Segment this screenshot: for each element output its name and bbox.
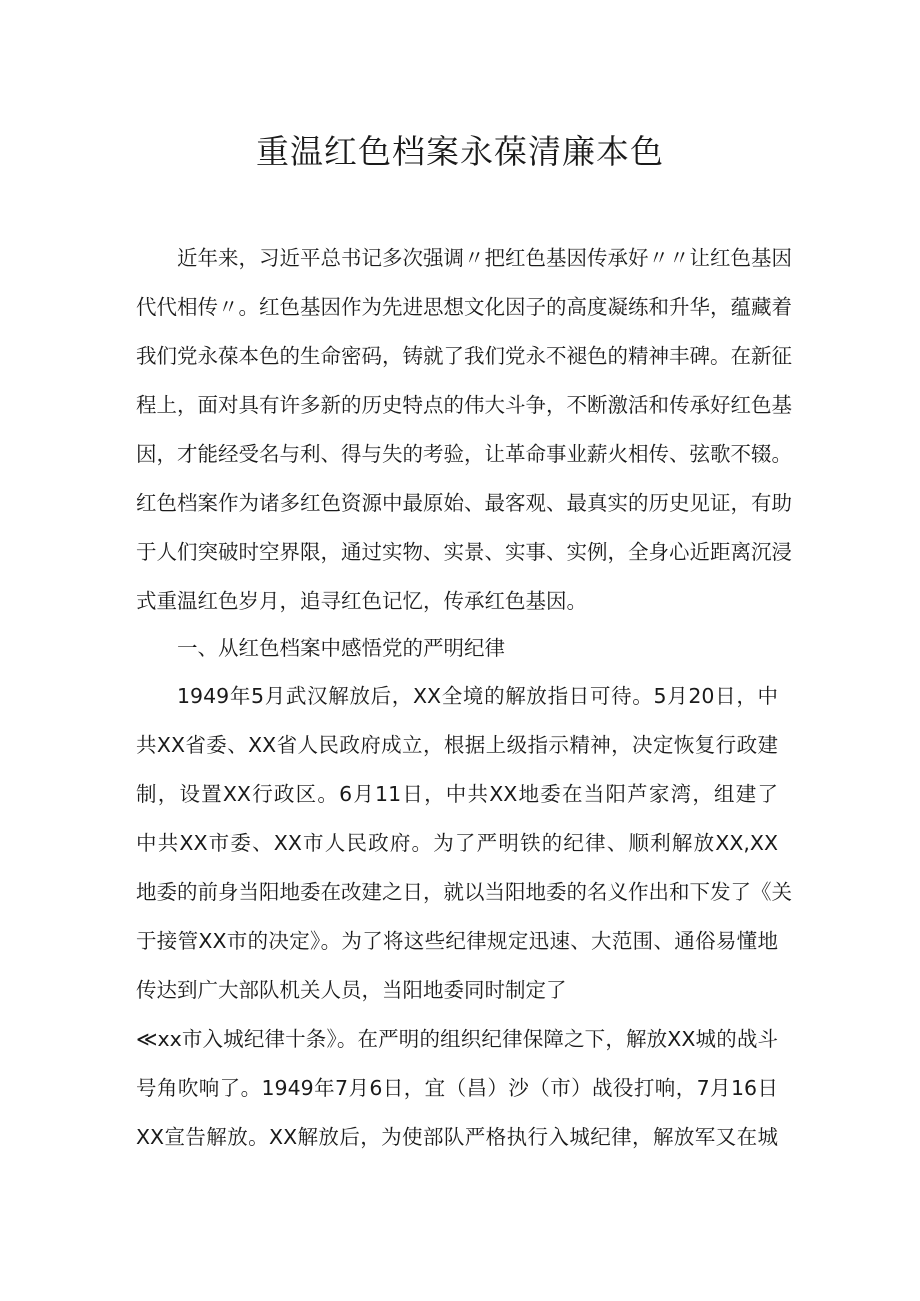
- paragraph-line: 红色档案作为诸多红色资源中最原始、最客观、最真实的历史见证，有助: [136, 491, 792, 515]
- paragraph-line: 制，设置XX行政区。6月11日，中共XX地委在当阳芦家湾，组建了: [136, 782, 778, 806]
- paragraph-line: 共XX省委、XX省人民政府成立，根据上级指示精神，决定恢复行政建: [136, 733, 778, 757]
- paragraph-line: 地委的前身当阳地委在改建之日，就以当阳地委的名义作出和下发了《关: [136, 880, 792, 904]
- document-title: 重温红色档案永葆清廉本色: [256, 132, 664, 171]
- section-heading: 一、从红色档案中感悟党的严明纪律: [177, 636, 505, 660]
- paragraph-line: 程上，面对具有许多新的历史特点的伟大斗争，不断激活和传承好红色基: [136, 393, 792, 417]
- paragraph-line: 传达到广大部队机关人员，当阳地委同时制定了: [136, 978, 567, 1002]
- paragraph-line: 近年来，习近平总书记多次强调〃把红色基因传承好〃〃让红色基因: [177, 246, 792, 270]
- paragraph-line: ≪xx市入城纪律十条》。在严明的组织纪律保障之下，解放XX城的战斗: [136, 1027, 778, 1051]
- paragraph-line: 号角吹响了。1949年7月6日，宜（昌）沙（市）战役打响，7月16日: [136, 1076, 778, 1100]
- paragraph-line: 代代相传〃。红色基因作为先进思想文化因子的高度凝练和升华，蕴藏着: [136, 295, 792, 319]
- paragraph-line: 我们党永葆本色的生命密码，铸就了我们党永不褪色的精神丰碑。在新征: [136, 344, 792, 368]
- paragraph-line: 于人们突破时空界限，通过实物、实景、实事、实例，全身心近距离沉浸: [136, 540, 792, 564]
- paragraph-line: 1949年5月武汉解放后，XX全境的解放指日可待。5月20日，中: [177, 684, 778, 708]
- paragraph-line: 中共XX市委、XX市人民政府。为了严明铁的纪律、顺利解放XX,XX: [136, 831, 778, 855]
- paragraph-line: 于接管XX市的决定》。为了将这些纪律规定迅速、大范围、通俗易懂地: [136, 929, 778, 953]
- paragraph-line: XX宣告解放。XX解放后，为使部队严格执行入城纪律，解放军又在城: [136, 1125, 778, 1149]
- paragraph-line: 因，才能经受名与利、得与失的考验，让革命事业薪火相传、弦歌不辍。: [136, 442, 792, 466]
- paragraph-line: 式重温红色岁月，追寻红色记忆，传承红色基因。: [136, 589, 587, 613]
